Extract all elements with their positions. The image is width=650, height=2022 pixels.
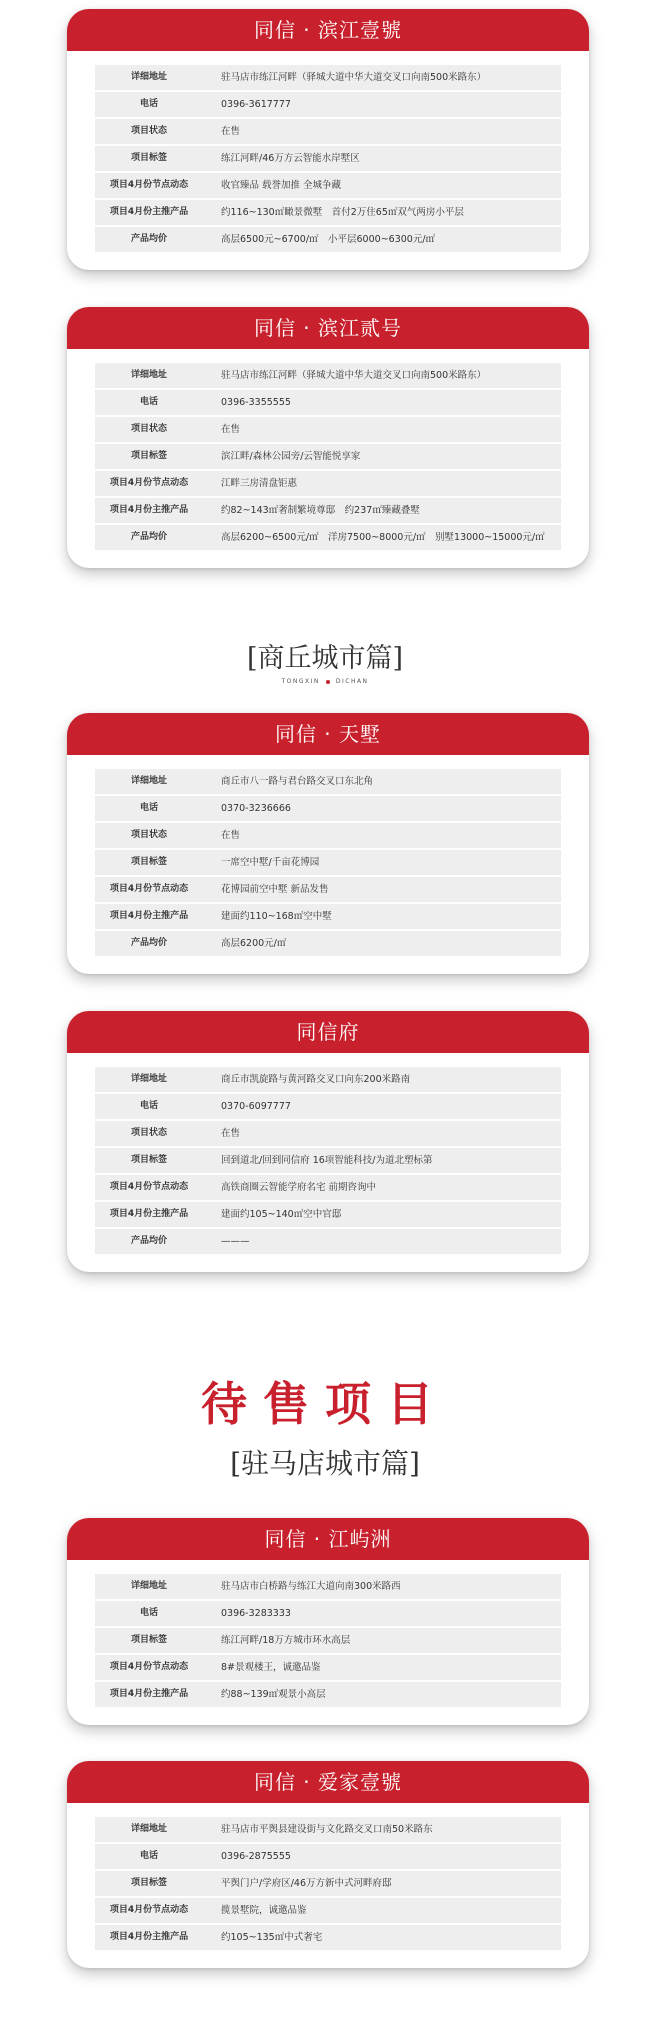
card-title: 同信 · 滨江贰号 bbox=[67, 307, 589, 349]
info-table bbox=[67, 51, 589, 270]
table-row bbox=[95, 1229, 561, 1254]
card-title: 同信 · 滨江壹號 bbox=[67, 9, 589, 51]
row-value: 高层6200元/㎡ bbox=[221, 938, 287, 949]
row-value: 0396-3283333 bbox=[221, 1608, 291, 1619]
row-value: 练江河畔/18万方城市环水高层 bbox=[221, 1635, 351, 1646]
row-value: 建面约110~168㎡空中墅 bbox=[221, 911, 332, 922]
brand-left-text: TONGXIN bbox=[281, 678, 320, 685]
project-card-binjiang-2 bbox=[67, 307, 589, 568]
row-label: 项目标签 bbox=[130, 857, 167, 867]
row-value: 在售 bbox=[221, 830, 241, 841]
table-row bbox=[95, 1925, 561, 1950]
row-value: 0370-6097777 bbox=[221, 1101, 291, 1112]
table-row bbox=[95, 146, 561, 171]
project-card-jiangyuzhou bbox=[67, 1518, 589, 1725]
row-value: 花博园前空中墅 新品发售 bbox=[221, 884, 329, 895]
table-row bbox=[95, 1148, 561, 1173]
row-value: 0370-3236666 bbox=[221, 803, 291, 814]
row-label: 电话 bbox=[139, 1851, 158, 1861]
table-row bbox=[95, 200, 561, 225]
project-card-binjiang-1 bbox=[67, 9, 589, 270]
section-title-shangqiu: [商丘城市篇] bbox=[246, 643, 404, 674]
table-row bbox=[95, 1871, 561, 1896]
row-label: 项目状态 bbox=[130, 830, 167, 840]
row-label: 详细地址 bbox=[130, 370, 167, 380]
table-row bbox=[95, 1094, 561, 1119]
row-value: ——— bbox=[221, 1236, 250, 1247]
row-value: 0396-3355555 bbox=[221, 397, 291, 408]
row-value: 江畔三房清盘钜惠 bbox=[221, 478, 298, 489]
row-value: 约105~135㎡中式奢宅 bbox=[221, 1932, 323, 1943]
row-value: 约116~130㎡瞰景微墅 首付2万住65㎡双气两房小平层 bbox=[221, 207, 464, 218]
row-value: 0396-3617777 bbox=[221, 99, 291, 110]
table-row bbox=[95, 1844, 561, 1869]
brand-mark bbox=[0, 678, 650, 685]
row-value: 在售 bbox=[221, 424, 241, 435]
row-label: 项目4月份主推产品 bbox=[109, 1689, 189, 1699]
table-row bbox=[95, 1655, 561, 1680]
table-row bbox=[95, 390, 561, 415]
row-label: 项目标签 bbox=[130, 1878, 167, 1888]
row-value: 一席空中墅/千亩花博园 bbox=[221, 857, 320, 868]
table-row bbox=[95, 525, 561, 550]
row-label: 电话 bbox=[139, 803, 158, 813]
row-label: 电话 bbox=[139, 1608, 158, 1618]
row-value: 滨江畔/森林公园旁/云智能悦享家 bbox=[221, 451, 361, 462]
card-title: 同信 · 江屿洲 bbox=[67, 1518, 589, 1560]
table-row bbox=[95, 444, 561, 469]
info-table bbox=[67, 1053, 589, 1272]
project-card-aijia-1 bbox=[67, 1761, 589, 1968]
row-value: 在售 bbox=[221, 1128, 241, 1139]
table-row bbox=[95, 1067, 561, 1092]
row-value: 练江河畔/46万方云智能水岸墅区 bbox=[221, 153, 360, 164]
table-row bbox=[95, 1628, 561, 1653]
brand-dot bbox=[326, 680, 330, 684]
card-title: 同信 · 天墅 bbox=[67, 713, 589, 755]
table-row bbox=[95, 471, 561, 496]
table-row bbox=[95, 850, 561, 875]
brand-right-text: DICHAN bbox=[335, 678, 369, 685]
table-row bbox=[95, 823, 561, 848]
pending-projects-title: 待售项目 bbox=[201, 1377, 449, 1431]
table-row bbox=[95, 931, 561, 956]
table-row bbox=[95, 769, 561, 794]
card-title: 同信 · 爱家壹號 bbox=[67, 1761, 589, 1803]
info-table bbox=[67, 349, 589, 568]
table-row bbox=[95, 363, 561, 388]
info-table bbox=[67, 1560, 589, 1725]
table-row bbox=[95, 796, 561, 821]
row-label: 项目4月份主推产品 bbox=[109, 505, 189, 515]
row-value: 0396-2875555 bbox=[221, 1851, 291, 1862]
info-table bbox=[67, 1803, 589, 1968]
table-row bbox=[95, 1898, 561, 1923]
row-label: 项目4月份节点动态 bbox=[109, 1905, 189, 1915]
row-value: 收官臻品 载誉加推 全城争藏 bbox=[221, 180, 342, 191]
row-label: 项目4月份节点动态 bbox=[109, 1182, 189, 1192]
row-value: 回到道北/回到同信府 16项智能科技/为道北塑标第 bbox=[221, 1155, 433, 1166]
row-label: 项目状态 bbox=[130, 1128, 167, 1138]
row-label: 项目4月份主推产品 bbox=[109, 207, 189, 217]
row-label: 项目4月份主推产品 bbox=[109, 911, 189, 921]
table-row bbox=[95, 904, 561, 929]
row-value: 驻马店市练江河畔（驿城大道中华大道交叉口向南500米路东） bbox=[221, 72, 487, 83]
row-value: 高层6200~6500元/㎡ 洋房7500~8000元/㎡ 别墅13000~15000元/㎡ bbox=[221, 532, 545, 543]
row-label: 产品均价 bbox=[130, 1236, 167, 1246]
row-value: 高铁商圈云智能学府名宅 前期咨询中 bbox=[221, 1182, 377, 1193]
table-row bbox=[95, 1601, 561, 1626]
table-row bbox=[95, 877, 561, 902]
project-card-tongxinfu bbox=[67, 1011, 589, 1272]
row-value: 驻马店市练江河畔（驿城大道中华大道交叉口向南500米路东） bbox=[221, 370, 487, 381]
table-row bbox=[95, 65, 561, 90]
row-value: 驻马店市平舆县建设街与文化路交叉口南50米路东 bbox=[221, 1824, 433, 1835]
row-value: 驻马店市白桥路与练江大道向南300米路西 bbox=[221, 1581, 401, 1592]
table-row bbox=[95, 227, 561, 252]
table-row bbox=[95, 1175, 561, 1200]
row-value: 约82~143㎡奢制繁境尊邸 约237㎡臻藏叠墅 bbox=[221, 505, 420, 516]
row-label: 产品均价 bbox=[130, 234, 167, 244]
row-label: 项目标签 bbox=[130, 1155, 167, 1165]
table-row bbox=[95, 1121, 561, 1146]
table-row bbox=[95, 498, 561, 523]
row-value: 揽景墅院，诚邀品鉴 bbox=[221, 1905, 307, 1916]
table-row bbox=[95, 92, 561, 117]
row-label: 电话 bbox=[139, 1101, 158, 1111]
row-label: 详细地址 bbox=[130, 1824, 167, 1834]
row-value: 在售 bbox=[221, 126, 241, 137]
row-label: 产品均价 bbox=[130, 938, 167, 948]
table-row bbox=[95, 1574, 561, 1599]
row-value: 约88~139㎡观景小高层 bbox=[221, 1689, 326, 1700]
table-row bbox=[95, 1682, 561, 1707]
row-label: 产品均价 bbox=[130, 532, 167, 542]
info-table bbox=[67, 755, 589, 974]
row-value: 8#景观楼王，诚邀品鉴 bbox=[221, 1662, 321, 1673]
row-label: 项目标签 bbox=[130, 1635, 167, 1645]
row-label: 项目4月份节点动态 bbox=[109, 884, 189, 894]
table-row bbox=[95, 119, 561, 144]
row-label: 项目标签 bbox=[130, 451, 167, 461]
row-label: 电话 bbox=[139, 99, 158, 109]
row-label: 详细地址 bbox=[130, 776, 167, 786]
table-row bbox=[95, 1202, 561, 1227]
section-title-zhumadian: [驻马店城市篇] bbox=[230, 1447, 420, 1480]
row-label: 项目4月份主推产品 bbox=[109, 1209, 189, 1219]
row-value: 平舆门户/学府区/46万方新中式河畔府邸 bbox=[221, 1878, 392, 1889]
row-label: 电话 bbox=[139, 397, 158, 407]
row-label: 项目4月份节点动态 bbox=[109, 1662, 189, 1672]
row-label: 详细地址 bbox=[130, 72, 167, 82]
row-label: 详细地址 bbox=[130, 1581, 167, 1591]
row-label: 项目状态 bbox=[130, 424, 167, 434]
row-value: 建面约105~140㎡空中官邸 bbox=[221, 1209, 342, 1220]
row-value: 商丘市凯旋路与黄河路交叉口向东200米路南 bbox=[221, 1074, 411, 1085]
table-row bbox=[95, 1817, 561, 1842]
row-label: 项目4月份节点动态 bbox=[109, 478, 189, 488]
card-title: 同信府 bbox=[67, 1011, 589, 1053]
row-label: 项目4月份主推产品 bbox=[109, 1932, 189, 1942]
row-label: 项目标签 bbox=[130, 153, 167, 163]
row-value: 高层6500元~6700/㎡ 小平层6000~6300元/㎡ bbox=[221, 234, 436, 245]
project-card-tianshu bbox=[67, 713, 589, 974]
row-value: 商丘市八一路与君台路交叉口东北角 bbox=[221, 776, 374, 787]
table-row bbox=[95, 173, 561, 198]
row-label: 详细地址 bbox=[130, 1074, 167, 1084]
row-label: 项目4月份节点动态 bbox=[109, 180, 189, 190]
table-row bbox=[95, 417, 561, 442]
row-label: 项目状态 bbox=[130, 126, 167, 136]
